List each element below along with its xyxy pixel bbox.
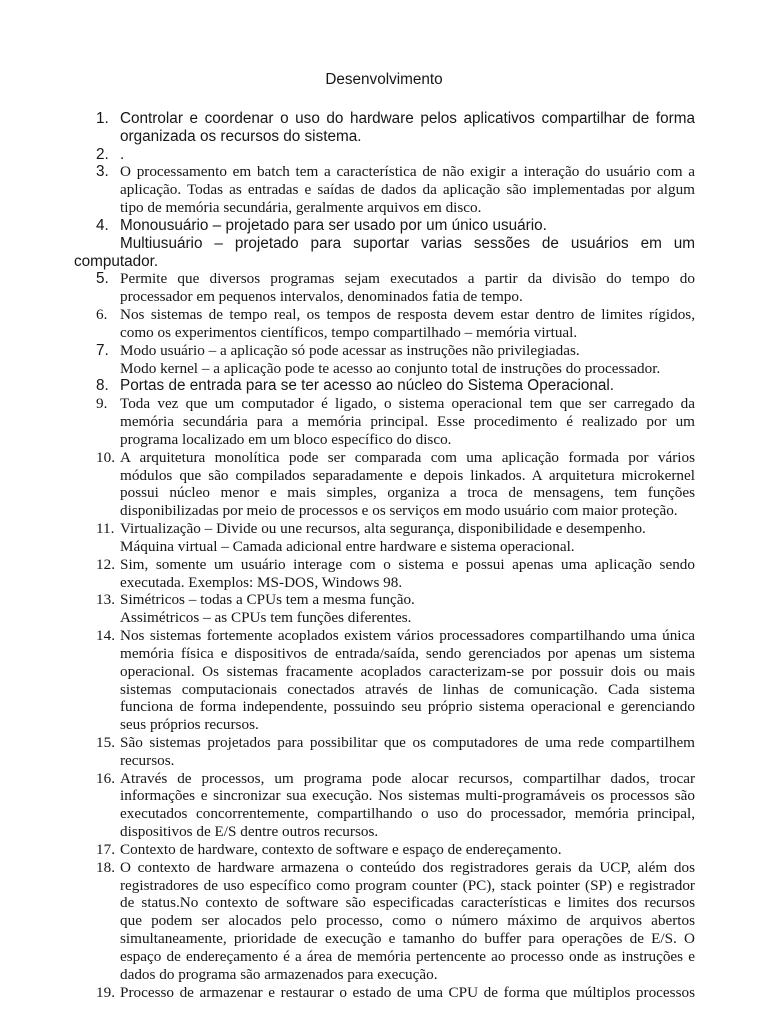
item-line: Simétricos – todas a CPUs tem a mesma função. <box>120 591 415 609</box>
item-number: 18. <box>96 858 115 876</box>
item-line: Virtualização – Divide ou une recursos, alta segurança, disponibilidade e desempenho. <box>120 520 646 538</box>
list-item <box>0 841 695 859</box>
item-number: 1. <box>96 110 109 127</box>
list-item <box>0 146 695 164</box>
item-line: Controlar e coordenar o uso do hardware pelos aplicativos compartilhar de forma <box>120 110 695 127</box>
item-line: registradores de uso específico como program counter (PC), stack pointer (SP) e registrador <box>120 876 695 894</box>
item-number: 19. <box>96 983 115 1001</box>
item-line: São sistemas projetados para possibilitar que os computadores de uma rede compartilhem <box>120 733 695 751</box>
list-item <box>0 217 695 270</box>
item-line: Toda vez que um computador é ligado, o sistema operacional tem que ser carregado da <box>120 395 695 413</box>
item-line: computador. <box>74 252 159 270</box>
list-item <box>0 770 695 841</box>
list-item <box>0 110 695 146</box>
item-line: Modo usuário – a aplicação só pode acessar as instruções não privilegiadas. <box>120 341 580 359</box>
item-line: Modo kernel – a aplicação pode te acesso ao conjunto total de instruções do processador. <box>120 359 661 377</box>
item-line: Permite que diversos programas sejam executados a partir da divisão do tempo do <box>120 270 695 288</box>
item-line: Portas de entrada para se ter acesso ao núcleo do Sistema Operacional. <box>120 377 615 395</box>
item-number: 17. <box>96 840 115 858</box>
item-number: 8. <box>96 377 109 395</box>
item-line: Processo de armazenar e restaurar o estado de uma CPU de forma que múltiplos processos <box>120 983 695 1001</box>
list-item <box>0 163 695 216</box>
item-line: informações e sincronizar sua execução. Nos sistemas multi-programáveis os processos são <box>120 787 695 805</box>
item-line: O processamento em batch tem a característica de não exigir a interação do usuário com a <box>120 163 695 181</box>
item-line: Multiusuário – projetado para suportar varias sessões de usuários em um <box>120 234 695 252</box>
list-item <box>0 449 695 520</box>
list-item <box>0 306 695 342</box>
item-line: simultaneamente, prioridade de execução e tamanho do buffer para operações de E/S. O <box>120 930 695 948</box>
list-item <box>0 520 695 556</box>
item-number: 10. <box>96 448 115 466</box>
list-item <box>0 395 695 448</box>
item-line: Contexto de hardware, contexto de software e espaço de endereçamento. <box>120 840 562 858</box>
item-line: . <box>120 145 125 163</box>
item-line: Sim, somente um usuário interage com o sistema e possui apenas uma aplicação sendo <box>120 555 695 573</box>
item-line: A arquitetura monolítica pode ser comparada com uma aplicação formada por vários <box>120 448 695 466</box>
item-line: Através de processos, um programa pode alocar recursos, compartilhar dados, trocar <box>120 769 695 787</box>
item-number: 13. <box>96 591 115 609</box>
list-item <box>0 377 695 395</box>
item-line: processador em pequenos intervalos, denominados fatia de tempo. <box>120 288 523 306</box>
answer-list <box>0 110 768 1001</box>
item-line: módulos que são compilados separadamente e depois linkados. A arquitetura microkernel <box>120 466 695 484</box>
item-line: memória física e dispositivos de entrada/saída, sendo gerenciados por apenas um sistema <box>120 644 695 662</box>
list-item <box>0 984 695 1002</box>
list-item <box>0 591 695 627</box>
item-line: Nos sistemas fortemente acoplados existem vários processadores compartilhando uma única <box>120 627 695 645</box>
item-line: aplicação. Todas as entradas e saídas de dados da aplicação são implementadas por algum <box>120 181 695 199</box>
list-item <box>0 342 695 378</box>
item-line: tipo de memória secundária, geralmente arquivos em disco. <box>120 199 482 217</box>
item-line: como os experimentos científicos, tempo compartilhado – memória virtual. <box>120 323 578 341</box>
item-number: 3. <box>96 163 109 181</box>
item-number: 5. <box>96 270 109 288</box>
item-line: dispositivos de E/S dentre outros recursos. <box>120 823 379 841</box>
item-line: Máquina virtual – Camada adicional entre hardware e sistema operacional. <box>120 537 575 555</box>
item-number: 15. <box>96 733 115 751</box>
item-number: 16. <box>96 769 115 787</box>
item-line: seus próprios recursos. <box>120 716 259 734</box>
item-line: recursos. <box>120 751 175 769</box>
list-item <box>0 627 695 734</box>
item-line: dados do programa são armazenados para execução. <box>120 965 438 983</box>
item-line: sistemas computacionais conectados através de linhas de comunicação. Cada sistema <box>120 680 695 698</box>
item-line: Nos sistemas de tempo real, os tempos de resposta devem estar dentro de limites rígidos, <box>120 306 695 324</box>
item-line: executada. Exemplos: MS-DOS, Windows 98. <box>120 573 403 591</box>
item-line: organizada os recursos do sistema. <box>120 127 362 145</box>
item-line: de status.No contexto de software são especificadas características e limites dos recursos <box>120 894 695 912</box>
item-line: operacional. Os sistemas fracamente acoplados caracterizam-se por possuir dois ou mais <box>120 662 695 680</box>
item-line: Monousuário – projetado para ser usado por um único usuário. <box>120 216 547 234</box>
item-line: que podem ser alocados pelo processo, como o número máximo de arquivos abertos <box>120 912 695 930</box>
item-number: 11. <box>96 520 115 538</box>
item-line: programa localizado em um bloco específico do disco. <box>120 430 452 448</box>
item-line: memória secundária para a memória principal. Esse procedimento é realizado por um <box>120 413 695 431</box>
item-line: disponibilizadas por meio de processos e os serviços em modo usuário com maior proteção. <box>120 502 678 520</box>
list-item <box>0 734 695 770</box>
item-line: O contexto de hardware armazena o conteúdo dos registradores gerais da UCP, além dos <box>120 858 695 876</box>
item-number: 14. <box>96 627 115 645</box>
item-line: possui núcleo menor e mais simples, organiza a troca de mensagens, tem funções <box>120 484 695 502</box>
item-number: 4. <box>96 216 109 234</box>
item-line: Assimétricos – as CPUs tem funções diferentes. <box>120 609 412 627</box>
list-item <box>0 859 695 984</box>
item-line: funciona de forma independente, possuindo seu próprio sistema operacional e gerenciando <box>120 698 695 716</box>
list-item <box>0 556 695 592</box>
item-number: 12. <box>96 555 115 573</box>
item-number: 7. <box>96 341 109 359</box>
item-number: 6. <box>96 306 108 324</box>
page-title: Desenvolvimento <box>325 71 443 88</box>
item-line: espaço de endereçamento é a área de memória pertencente ao processo onde as instruções e <box>120 947 695 965</box>
item-number: 9. <box>96 395 108 413</box>
list-item <box>0 270 695 306</box>
item-number: 2. <box>96 145 109 163</box>
item-line: executados concorrentemente, compartilhando o uso do processador, memória principal, <box>120 805 695 823</box>
